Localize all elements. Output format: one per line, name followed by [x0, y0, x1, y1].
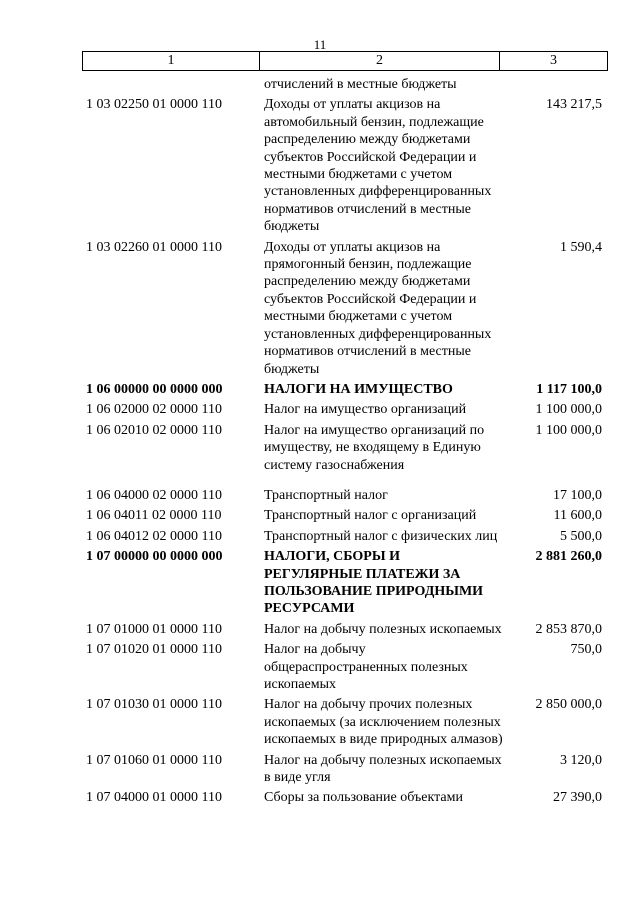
- row-name: отчислений в местные бюджеты: [264, 77, 457, 92]
- row-amount: 2 881 260,0: [535, 549, 602, 565]
- row-name: Доходы от уплаты акцизов на прямогонный бензин, подлежащие распределению между бюджетами субъектов Российской Федерации и местными бюджетами с учетом установленных дифференцированных нормативов отчислений в местные бюджеты: [264, 239, 492, 377]
- row-code: 1 07 04000 01 0000 110: [86, 790, 222, 806]
- row-name: Сборы за пользование объектами: [264, 790, 463, 806]
- row-code: 1 07 01060 01 0000 110: [86, 752, 222, 768]
- table-row-section: [0, 381, 640, 398]
- row-code: 1 07 01000 01 0000 110: [86, 621, 222, 637]
- table-row-section: [0, 548, 640, 618]
- row-amount: 2 853 870,0: [535, 621, 602, 637]
- table-row: [0, 507, 640, 524]
- row-name: Транспортный налог с физических лиц: [264, 528, 498, 544]
- row-name: Налог на имущество организаций по имуществу, не входящему в Единую систему газоснабжения: [264, 422, 485, 473]
- header-col-2: 2: [260, 52, 500, 70]
- row-amount: 143 217,5: [546, 97, 602, 113]
- row-code: 1 07 00000 00 0000 000: [86, 549, 223, 565]
- row-amount: 3 120,0: [560, 752, 602, 768]
- table-row: [0, 76, 640, 93]
- row-code: 1 06 04012 02 0000 110: [86, 528, 222, 544]
- table-row: [0, 621, 640, 638]
- table-row: [0, 528, 640, 545]
- table-row: [0, 789, 640, 806]
- row-name: Налог на добычу полезных ископаемых: [264, 621, 502, 637]
- header-col-1: 1: [83, 52, 260, 70]
- row-amount: 1 100 000,0: [535, 402, 602, 418]
- row-amount: 1 100 000,0: [535, 422, 602, 438]
- table-row: [0, 96, 640, 235]
- row-code: 1 03 02260 01 0000 110: [86, 239, 222, 255]
- row-amount: 750,0: [570, 642, 602, 658]
- row-amount: 11 600,0: [553, 508, 602, 524]
- table-row: [0, 487, 640, 504]
- row-name: НАЛОГИ НА ИМУЩЕСТВО: [264, 381, 453, 397]
- row-name: НАЛОГИ, СБОРЫ И РЕГУЛЯРНЫЕ ПЛАТЕЖИ ЗА ПОЛЬЗОВАНИЕ ПРИРОДНЫМИ РЕСУРСАМИ: [264, 549, 484, 617]
- row-amount: 1 590,4: [560, 239, 602, 255]
- row-code: 1 06 02010 02 0000 110: [86, 422, 222, 438]
- row-code: 1 06 04000 02 0000 110: [86, 487, 222, 503]
- row-code: 1 07 01030 01 0000 110: [86, 697, 222, 713]
- row-name: Налог на добычу общераспространенных полезных ископаемых: [264, 642, 468, 692]
- table-row: [0, 239, 640, 378]
- table-row: [0, 696, 640, 748]
- row-name: Доходы от уплаты акцизов на автомобильный бензин, подлежащие распределению между бюджетами субъектов Российской Федерации и местными бюджетами с учетом установленных дифференцированных нормативов отчислений в местные бюджеты: [264, 97, 492, 235]
- header-col-3: 3: [550, 53, 557, 68]
- row-name: Налог на имущество организаций: [264, 402, 467, 418]
- row-amount: 2 850 000,0: [535, 697, 602, 713]
- row-name: Транспортный налог с организаций: [264, 508, 477, 524]
- row-name: Налог на добычу полезных ископаемых в виде угля: [264, 752, 502, 786]
- row-amount: 17 100,0: [553, 487, 602, 503]
- row-amount: 5 500,0: [560, 528, 602, 544]
- row-code: 1 06 04011 02 0000 110: [86, 508, 222, 524]
- row-code: 1 06 00000 00 0000 000: [86, 381, 223, 397]
- table-header: [82, 51, 608, 71]
- row-code: 1 06 02000 02 0000 110: [86, 402, 222, 418]
- row-code: 1 03 02250 01 0000 110: [86, 97, 222, 113]
- row-amount: 27 390,0: [553, 790, 602, 806]
- table-row: [0, 641, 640, 693]
- budget-table: [0, 76, 640, 810]
- table-row: [0, 422, 640, 474]
- page-number: 11: [313, 37, 327, 52]
- row-name: Налог на добычу прочих полезных ископаемых (за исключением полезных ископаемых в виде природных алмазов): [264, 697, 503, 748]
- table-row: [0, 752, 640, 787]
- row-code: 1 07 01020 01 0000 110: [86, 642, 222, 658]
- row-name: Транспортный налог: [264, 487, 388, 503]
- table-row: [0, 401, 640, 418]
- row-amount: 1 117 100,0: [536, 381, 602, 397]
